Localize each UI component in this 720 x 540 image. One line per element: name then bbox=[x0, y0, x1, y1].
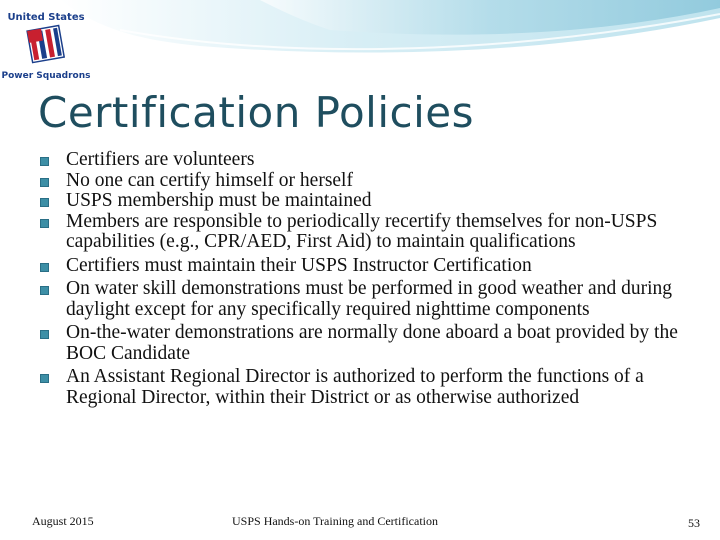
bullet-item bbox=[40, 323, 690, 364]
bullet-item bbox=[40, 150, 690, 171]
square-bullet-icon bbox=[40, 330, 49, 339]
bullet-item bbox=[40, 256, 690, 277]
square-bullet-icon bbox=[40, 157, 49, 166]
square-bullet-icon bbox=[40, 286, 49, 295]
bullet-text: On water skill demonstrations must be performed in good weather and during daylight except for any specifically required nighttime components bbox=[66, 278, 672, 320]
square-bullet-icon bbox=[40, 219, 49, 228]
square-bullet-icon bbox=[40, 263, 49, 272]
footer-title: USPS Hands-on Training and Certification bbox=[232, 514, 438, 528]
square-bullet-icon bbox=[40, 374, 49, 383]
bullet-text: On-the-water demonstrations are normally done aboard a boat provided by the BOC Candidate bbox=[66, 322, 678, 364]
bullet-item bbox=[40, 212, 690, 253]
bullet-item bbox=[40, 191, 690, 212]
bullet-text: No one can certify himself or herself bbox=[66, 169, 353, 191]
usps-logo bbox=[1, 4, 91, 84]
bullet-list bbox=[40, 150, 690, 411]
bullet-item bbox=[40, 367, 690, 408]
square-bullet-icon bbox=[40, 178, 49, 187]
svg-text:Power Squadrons: Power Squadrons bbox=[1, 71, 91, 81]
slide-title: Certification Policies bbox=[38, 88, 475, 137]
square-bullet-icon bbox=[40, 198, 49, 207]
bullet-text: An Assistant Regional Director is authorized to perform the functions of a Regional Director, within their District or as otherwise authorized bbox=[66, 366, 644, 408]
bullet-text: Certifiers are volunteers bbox=[66, 149, 255, 170]
svg-text:United States: United States bbox=[7, 12, 85, 23]
bullet-text: Certifiers must maintain their USPS Instructor Certification bbox=[66, 254, 532, 276]
header-swoosh-decoration bbox=[0, 0, 720, 100]
bullet-item bbox=[40, 171, 690, 192]
footer-date: August 2015 bbox=[32, 514, 94, 528]
bullet-text: USPS membership must be maintained bbox=[66, 190, 372, 211]
page-number: 53 bbox=[688, 516, 700, 530]
bullet-text: Members are responsible to periodically recertify themselves for non-USPS capabilities (e.g., CPR/AED, First Aid) to maintain qualifications bbox=[66, 210, 658, 252]
bullet-item bbox=[40, 279, 690, 320]
